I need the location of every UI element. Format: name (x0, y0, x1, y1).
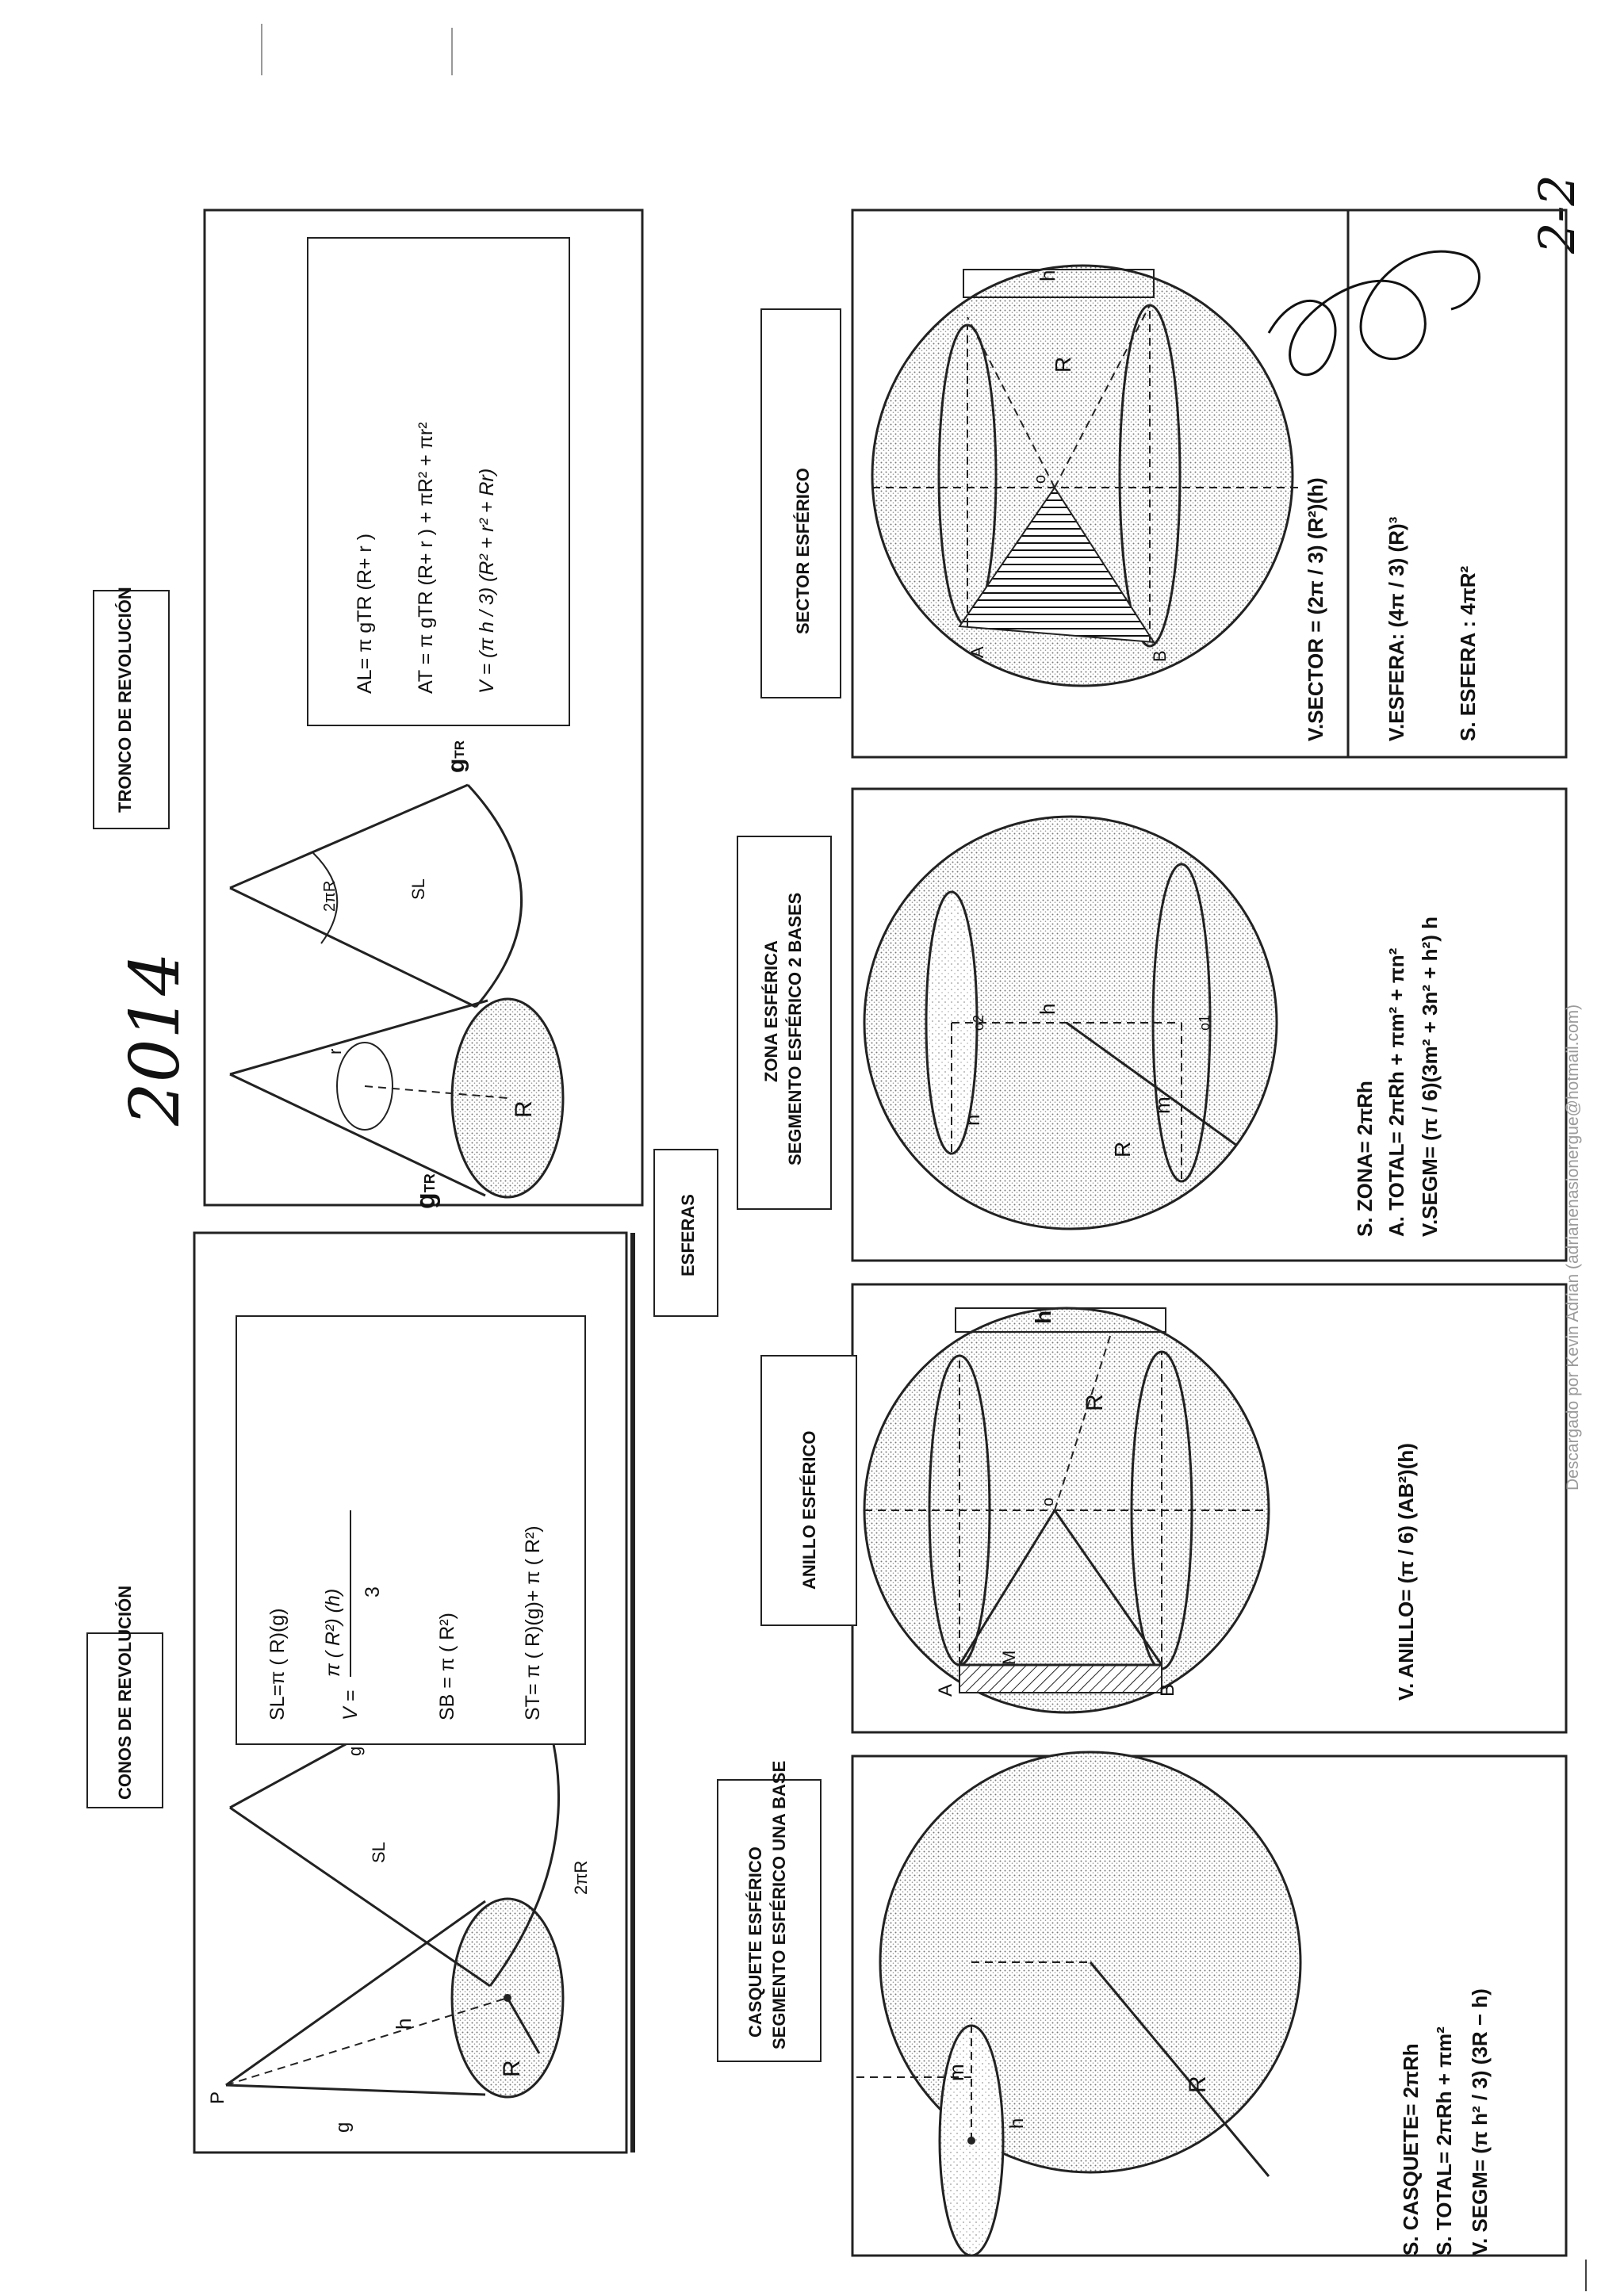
zona-title-1: ZONA ESFÉRICA (761, 940, 781, 1082)
zona-formulas (1353, 916, 1442, 1237)
handwritten-page-number: 2-2 (1528, 174, 1586, 254)
anillo-A-label: A (935, 1683, 956, 1697)
formula-s-zona: S. ZONA= 2πRh (1353, 1081, 1377, 1237)
anillo-title: ANILLO ESFÉRICO (799, 1430, 819, 1590)
casquete-panel (718, 1752, 1566, 2256)
formula-v-denominator: 3 (362, 1586, 384, 1598)
frustum-development-figure (230, 740, 522, 1007)
esferas-title: ESFERAS (678, 1194, 698, 1276)
formula-sl: SL=π ( R)(g) (266, 1608, 289, 1720)
formula-v-segm-zona: V.SEGM= (π / 6)(3m² + 3n² + h²) h (1418, 916, 1442, 1237)
cone-apex-label: P (207, 2091, 228, 2104)
formula-v-sector: V.SECTOR = (2π / 3) (R²)(h) (1304, 477, 1327, 741)
frustum-development-arc: 2πR (321, 880, 339, 912)
formula-at: AT = π gTR (R+ r ) + πR² + πr² (415, 422, 437, 694)
zona-R-label: R (1110, 1141, 1135, 1158)
sector-title: SECTOR ESFÉRICO (793, 468, 813, 634)
formula-v-esfera: V.ESFERA: (4π / 3) (R)³ (1385, 516, 1408, 741)
zona-n-label: n (960, 1114, 984, 1126)
esferas-title-box (654, 1150, 718, 1316)
formula-st: ST= π ( R)(g)+ π ( R²) (522, 1525, 544, 1720)
formula-s-casquete: S. CASQUETE= 2πRh (1399, 2043, 1423, 2256)
formula-v-segm-casquete: V. SEGM= (π h² / 3) (3R − h) (1468, 1988, 1492, 2256)
zona-panel (737, 789, 1566, 1261)
anillo-h-label: h (1031, 1310, 1055, 1324)
zona-title-2: SEGMENTO ESFÉRICO 2 BASES (785, 892, 805, 1165)
frustum-small-radius: r (325, 1048, 345, 1054)
anillo-B-label: B (1157, 1683, 1178, 1697)
sector-formulas (1304, 477, 1480, 741)
casquete-title-2: SEGMENTO ESFÉRICO UNA BASE (769, 1760, 789, 2049)
handwritten-signature (1269, 251, 1479, 375)
formula-s-total-casquete: S. TOTAL= 2πRh + πm² (1432, 2026, 1456, 2256)
anillo-M-label: M (999, 1650, 1019, 1665)
tronco-panel (94, 210, 642, 1209)
sector-o-label: o (1032, 474, 1049, 484)
casquete-formulas (1399, 1988, 1492, 2256)
tronco-title: TRONCO DE REVOLUCIÓN (115, 587, 135, 813)
sector-A-label: A (967, 646, 987, 658)
formula-v-numerator: π ( R²) (h) (322, 1588, 344, 1677)
formula-v-anillo: V. ANILLO= (π / 6) (AB²)(h) (1394, 1443, 1418, 1701)
handwritten-year: 2014 (116, 952, 195, 1126)
formula-sb: SB = π ( R²) (436, 1612, 458, 1720)
zona-h-label: h (1036, 1003, 1059, 1015)
anillo-panel (761, 1284, 1566, 1732)
conos-title: CONOS DE REVOLUCIÓN (115, 1585, 135, 1800)
frustum-development-lateral: SL (408, 878, 428, 900)
cone-height-label: h (392, 2018, 416, 2030)
zona-o2-label: o2 (971, 1014, 986, 1031)
casquete-sphere-figure (856, 1752, 1300, 2256)
formula-a-total-zona: A. TOTAL= 2πRh + πm² + πn² (1385, 947, 1408, 1237)
casquete-title-1: CASQUETE ESFÉRICO (745, 1846, 765, 2038)
download-watermark: Descargado por Kevin Adrian (adrianenasionergue@hotmail.com) (1564, 1004, 1582, 1490)
cone-radius-label: R (499, 2060, 525, 2077)
cone-generatrix-label: g (332, 2122, 354, 2133)
anillo-R-label: R (1082, 1394, 1108, 1411)
development-generatrix-label: g (345, 1746, 365, 1756)
frustum-big-radius: R (511, 1100, 537, 1118)
development-arc-label: 2πR (571, 1860, 591, 1895)
casquete-R-label: R (1185, 2076, 1211, 2093)
frustum-gtr-label: gTR (411, 1173, 441, 1209)
casquete-m-label: m (944, 2064, 968, 2081)
sector-B-label: B (1150, 650, 1170, 662)
sector-sphere-figure (872, 266, 1300, 686)
frustum-development-gtr: gTR (443, 740, 469, 773)
frustum-figure (230, 999, 563, 1209)
anillo-sphere-figure (864, 1308, 1269, 1712)
zona-sphere-figure (864, 817, 1277, 1229)
development-lateral-label: SL (369, 1842, 389, 1863)
sector-h-label: h (1036, 270, 1059, 281)
formula-v-tronco: V = (π h / 3) (R² + r² + Rr) (476, 468, 498, 694)
anillo-o-label: o (1040, 1497, 1057, 1506)
sector-R-label: R (1051, 356, 1075, 373)
sector-panel (761, 210, 1566, 757)
cone-figure (207, 1899, 563, 2133)
zona-m-label: m (1151, 1096, 1174, 1114)
conos-panel (87, 1233, 635, 2152)
formula-al: AL= π gTR (R+ r ) (354, 533, 376, 694)
casquete-h-label: h (1006, 2118, 1028, 2129)
formula-v-prefix: V = (339, 1689, 362, 1720)
zona-o1-label: o1 (1197, 1014, 1212, 1031)
formula-s-esfera: S. ESFERA : 4πR² (1456, 565, 1480, 741)
